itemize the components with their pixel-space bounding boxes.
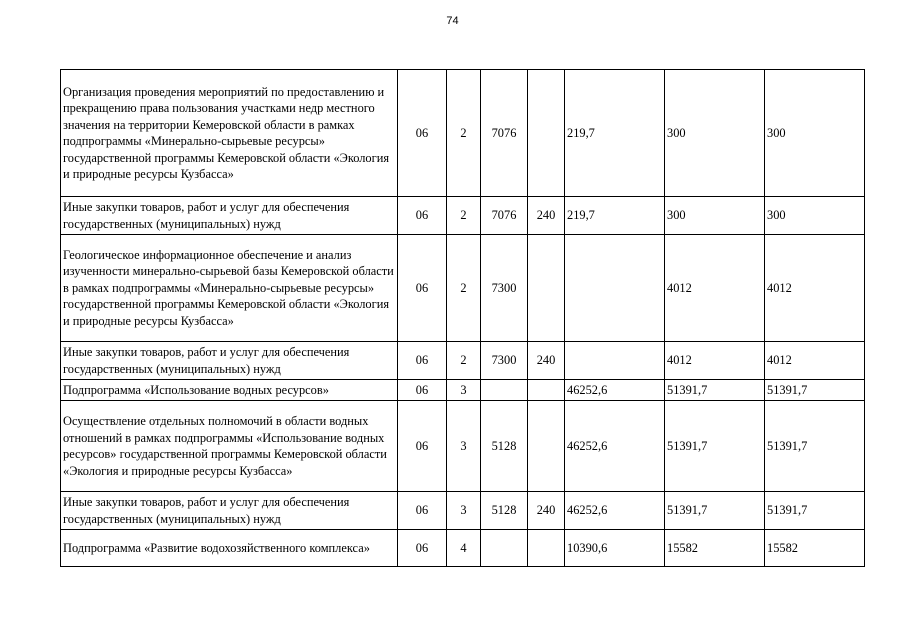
amount-year-2: 4012 <box>665 235 765 342</box>
expense-type-code <box>528 401 565 492</box>
section-code: 06 <box>398 235 447 342</box>
table-row <box>61 235 865 342</box>
subprogram-code: 4 <box>447 530 481 567</box>
subprogram-code: 2 <box>447 235 481 342</box>
amount-year-1: 219,7 <box>565 70 665 197</box>
amount-year-3: 51391,7 <box>765 380 865 401</box>
target-item-code: 5128 <box>481 492 528 530</box>
expense-type-code: 240 <box>528 492 565 530</box>
section-code: 06 <box>398 197 447 235</box>
row-description: Организация проведения мероприятий по предоставлению и прекращению права пользования участками недр местного значения на территории Кемеровской области в рамках подпрограммы «Минерально-сырьевые ресурсы» государственной программы Кемеровской области «Экология и природные ресурсы Кузбасса» <box>61 70 398 197</box>
target-item-code: 7300 <box>481 342 528 380</box>
amount-year-1 <box>565 342 665 380</box>
table-row <box>61 530 865 567</box>
row-description: Подпрограмма «Развитие водохозяйственного комплекса» <box>61 530 398 567</box>
subprogram-code: 3 <box>447 401 481 492</box>
amount-year-1 <box>565 235 665 342</box>
row-description: Осуществление отдельных полномочий в области водных отношений в рамках подпрограммы «Использование водных ресурсов» государственной программы Кемеровской области «Экология и природные ресурсы Кузбасса» <box>61 401 398 492</box>
amount-year-2: 300 <box>665 197 765 235</box>
section-code: 06 <box>398 342 447 380</box>
amount-year-1: 46252,6 <box>565 380 665 401</box>
subprogram-code: 2 <box>447 197 481 235</box>
row-description: Иные закупки товаров, работ и услуг для обеспечения государственных (муниципальных) нужд <box>61 342 398 380</box>
amount-year-3: 4012 <box>765 342 865 380</box>
section-code: 06 <box>398 380 447 401</box>
expense-type-code: 240 <box>528 342 565 380</box>
amount-year-3: 51391,7 <box>765 492 865 530</box>
row-description: Иные закупки товаров, работ и услуг для обеспечения государственных (муниципальных) нужд <box>61 197 398 235</box>
amount-year-3: 4012 <box>765 235 865 342</box>
expense-type-code <box>528 235 565 342</box>
amount-year-2: 300 <box>665 70 765 197</box>
subprogram-code: 2 <box>447 70 481 197</box>
table-row <box>61 342 865 380</box>
budget-table <box>60 69 865 567</box>
expense-type-code: 240 <box>528 197 565 235</box>
amount-year-2: 51391,7 <box>665 492 765 530</box>
target-item-code: 7076 <box>481 70 528 197</box>
amount-year-1: 46252,6 <box>565 401 665 492</box>
table-row <box>61 197 865 235</box>
amount-year-1: 46252,6 <box>565 492 665 530</box>
amount-year-3: 300 <box>765 70 865 197</box>
expense-type-code <box>528 70 565 197</box>
section-code: 06 <box>398 401 447 492</box>
table-row <box>61 401 865 492</box>
amount-year-3: 300 <box>765 197 865 235</box>
section-code: 06 <box>398 530 447 567</box>
subprogram-code: 3 <box>447 380 481 401</box>
amount-year-3: 51391,7 <box>765 401 865 492</box>
table-row <box>61 70 865 197</box>
amount-year-2: 15582 <box>665 530 765 567</box>
expense-type-code <box>528 530 565 567</box>
amount-year-3: 15582 <box>765 530 865 567</box>
row-description: Подпрограмма «Использование водных ресурсов» <box>61 380 398 401</box>
table-row <box>61 380 865 401</box>
row-description: Геологическое информационное обеспечение и анализ изученности минерально-сырьевой базы Кемеровской области в рамках подпрограммы «Минерально-сырьевые ресурсы» государственной программы Кемеровской области «Экология и природные ресурсы Кузбасса» <box>61 235 398 342</box>
section-code: 06 <box>398 492 447 530</box>
target-item-code <box>481 530 528 567</box>
target-item-code: 7076 <box>481 197 528 235</box>
section-code: 06 <box>398 70 447 197</box>
row-description: Иные закупки товаров, работ и услуг для обеспечения государственных (муниципальных) нужд <box>61 492 398 530</box>
table-row <box>61 492 865 530</box>
expense-type-code <box>528 380 565 401</box>
amount-year-2: 4012 <box>665 342 765 380</box>
amount-year-1: 10390,6 <box>565 530 665 567</box>
target-item-code <box>481 380 528 401</box>
subprogram-code: 3 <box>447 492 481 530</box>
subprogram-code: 2 <box>447 342 481 380</box>
amount-year-1: 219,7 <box>565 197 665 235</box>
target-item-code: 7300 <box>481 235 528 342</box>
page-number: 74 <box>446 15 459 27</box>
amount-year-2: 51391,7 <box>665 380 765 401</box>
target-item-code: 5128 <box>481 401 528 492</box>
amount-year-2: 51391,7 <box>665 401 765 492</box>
